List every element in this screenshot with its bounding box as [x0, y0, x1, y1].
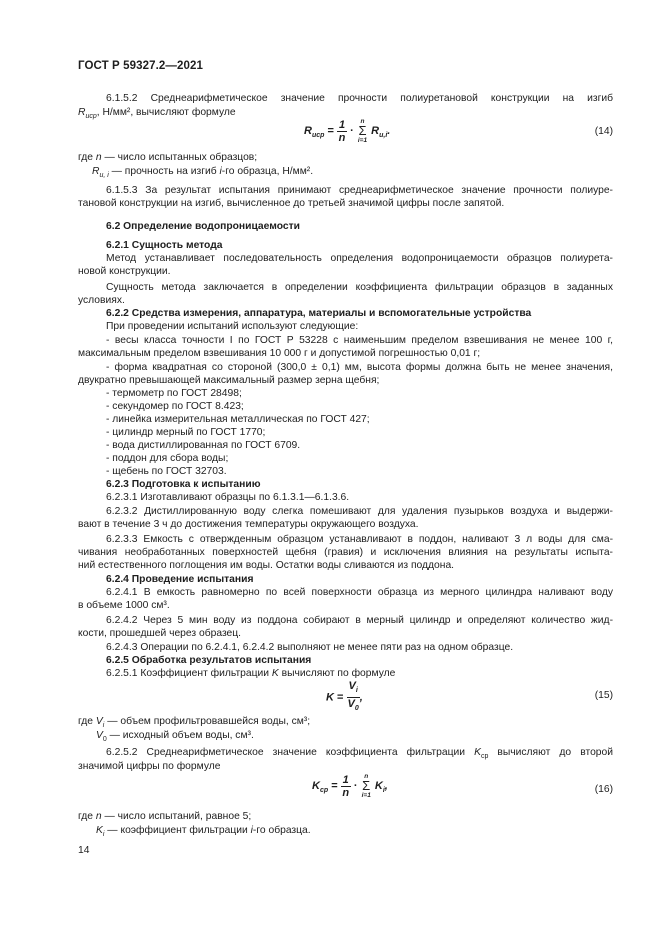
equation-number-14: (14) — [594, 126, 613, 137]
list-item-scales-line1: - весы класса точности I по ГОСТ Р 53228 с наименьшим пределом взвешивания не менее 100 г, — [106, 335, 613, 346]
paragraph-6-2-1-line1: Метод устанавливает последовательность определения водопроницаемости образцов полиурета- — [106, 253, 613, 264]
paragraph-6-2-1-line3: Сущность метода заключается в определении коэффициента фильтрации образцов в заданных — [106, 282, 613, 293]
paragraph-6-2-3-2-line2: вают в течение 3 ч до достижения температуры окружающего воздуха. — [78, 519, 419, 530]
list-item-scales-line2: максимальным пределом взвешивания 10 000 г и допустимой погрешностью 0,01 г; — [78, 348, 481, 359]
where-ki-definition: $K_i$ — коэффициент фильтрации i-го образца. — [96, 825, 311, 839]
paragraph-6-1-5-2-line1: 6.1.5.2 Среднеарифметическое значение прочности полиуретановой конструкции на изгиб — [106, 93, 613, 104]
list-item-cylinder: - цилиндр мерный по ГОСТ 1770; — [106, 427, 266, 438]
paragraph-6-2-5-2-line2: значимой цифры по формуле — [78, 761, 221, 772]
list-item-form-line1: - форма квадратная со стороной (300,0 ± 0,1) мм, высота формы должна быть не менее значения, — [106, 362, 613, 373]
paragraph-6-2-2-intro: При проведении испытаний используют следующие: — [106, 321, 359, 332]
list-item-form-line2: двукратно превышающей максимальный размер зерна щебня; — [78, 375, 380, 386]
section-6-2-5-title: 6.2.5 Обработка результатов испытания — [106, 655, 312, 666]
where-vi-definition: где $V_i$ — объем профильтровавшейся воды, см³; — [78, 716, 311, 730]
where-n-trials-definition: где n — число испытаний, равное 5; — [78, 811, 252, 822]
equation-number-16: (16) — [594, 784, 613, 795]
paragraph-6-2-1-line2: новой конструкции. — [78, 266, 171, 277]
paragraph-6-1-5-2-line2: $R_{uср}$, Н/мм², вычисляют формуле — [78, 107, 236, 121]
paragraph-6-2-5-2-line1: 6.2.5.2 Среднеарифметическое значение коэффициента фильтрации $K_{ср}$ вычисляют до второй — [106, 747, 613, 761]
list-item-thermometer: - термометр по ГОСТ 28498; — [106, 388, 242, 399]
document-code-header: ГОСТ Р 59327.2—2021 — [78, 60, 203, 72]
equation-number-15: (15) — [594, 690, 613, 701]
list-item-stopwatch: - секундомер по ГОСТ 8.423; — [106, 401, 244, 412]
paragraph-6-2-3-3-line3: ний естественного поглощения им воды. Остатки воды сливаются из поддона. — [78, 560, 455, 571]
paragraph-6-2-3-3-line1: 6.2.3.3 Емкость с отвержденным образцом устанавливают в поддон, наливают 3 л воды для сма- — [106, 534, 613, 545]
paragraph-6-2-4-2-line2: кости, прошедшей через образец. — [78, 628, 242, 639]
paragraph-6-2-4-3: 6.2.4.3 Операции по 6.2.4.1, 6.2.4.2 выполняют не менее пяти раз на одном образце. — [106, 642, 514, 653]
page-number: 14 — [78, 845, 90, 856]
formula-14: $R_{иср}$ = $\frac{1}{n}$ · n Σ i=1 $R_{u,i}$. — [304, 118, 391, 144]
paragraph-6-2-5-1: 6.2.5.1 Коэффициент фильтрации K вычисляют по формуле — [106, 668, 396, 679]
formula-15: K = $\frac{V_i}{V_0}$ , — [326, 680, 363, 713]
paragraph-6-2-1-line4: условиях. — [78, 295, 125, 306]
paragraph-6-2-4-1-line1: 6.2.4.1 В емкость равномерно по всей поверхности образца из мерного цилиндра наливают воду — [106, 587, 613, 598]
paragraph-6-2-4-1-line2: в объеме 1000 см³. — [78, 600, 170, 611]
section-6-2-1-title: 6.2.1 Сущность метода — [106, 240, 223, 251]
paragraph-6-1-5-3-line1: 6.1.5.3 За результат испытания принимают среднеарифметическое значение прочности полиуре- — [106, 185, 613, 196]
list-item-gravel: - щебень по ГОСТ 32703. — [106, 466, 227, 477]
list-item-ruler: - линейка измерительная металлическая по ГОСТ 427; — [106, 414, 370, 425]
paragraph-6-2-3-1: 6.2.3.1 Изготавливают образцы по 6.1.3.1—6.1.3.6. — [106, 492, 350, 503]
paragraph-6-2-4-2-line1: 6.2.4.2 Через 5 мин воду из поддона собирают в мерный цилиндр и определяют количество жид- — [106, 615, 613, 626]
section-6-2-3-title: 6.2.3 Подготовка к испытанию — [106, 479, 261, 490]
where-v0-definition: $V_0$ — исходный объем воды, см³. — [96, 730, 254, 744]
section-6-2-title: 6.2 Определение водопроницаемости — [106, 221, 300, 232]
formula-16: $K_{ср}$ = $\frac{1}{n}$ · n Σ i=1 $K_i$, — [312, 773, 388, 799]
paragraph-6-2-3-2-line1: 6.2.3.2 Дистиллированную воду слегка помешивают для удаления пузырьков воздуха и выдержи- — [106, 506, 613, 517]
section-6-2-2-title: 6.2.2 Средства измерения, аппаратура, материалы и вспомогательные устройства — [106, 308, 532, 319]
where-r-definition: $R_{u, i}$ — прочность на изгиб i-го образца, Н/мм². — [92, 166, 314, 180]
paragraph-6-2-3-3-line2: чивания необработанных поверхностей щебня (гравия) и исключения влияния на результаты испыта- — [78, 547, 613, 558]
list-item-tray: - поддон для сбора воды; — [106, 453, 229, 464]
paragraph-6-1-5-3-line2: тановой конструкции на изгиб, вычисленное до третьей значимой цифры после запятой. — [78, 198, 505, 209]
section-6-2-4-title: 6.2.4 Проведение испытания — [106, 574, 254, 585]
where-n-definition: где n — число испытанных образцов; — [78, 152, 258, 163]
list-item-water: - вода дистиллированная по ГОСТ 6709. — [106, 440, 301, 451]
